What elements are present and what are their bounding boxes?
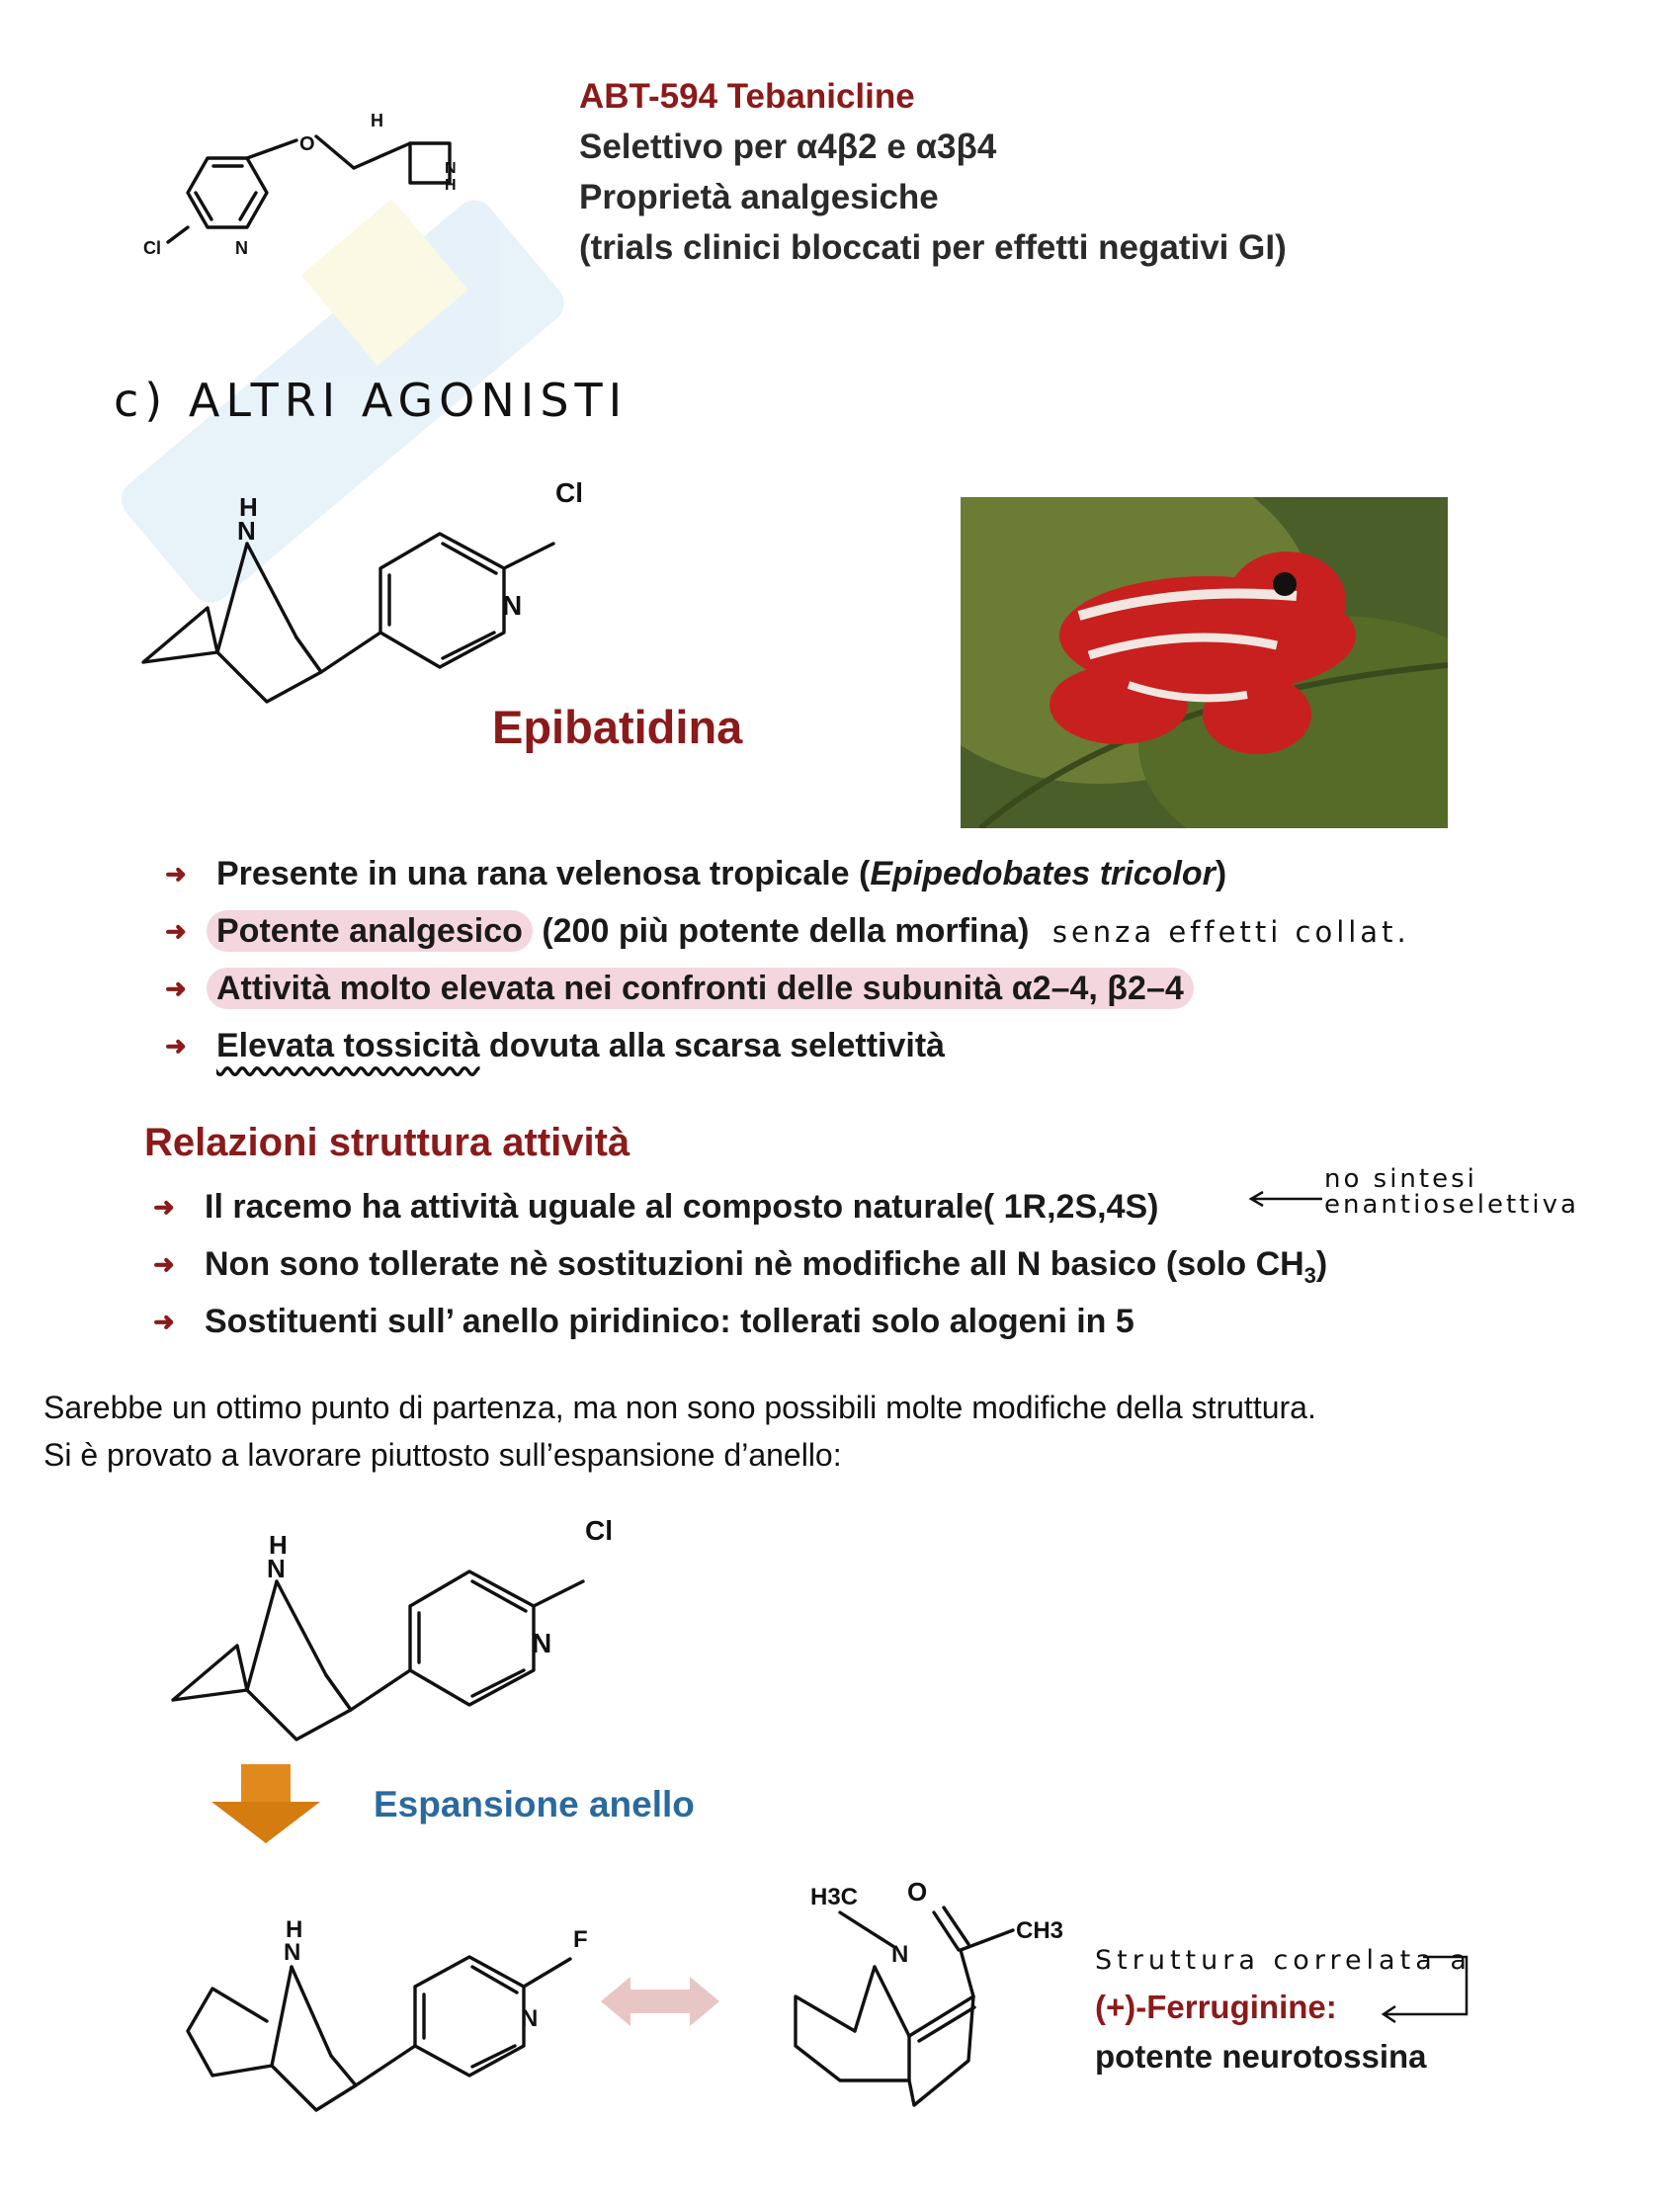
abt-h-label: H — [371, 111, 383, 130]
epibatidine-structure-2 — [158, 1515, 652, 1759]
ferruginine-structure — [781, 1873, 1097, 2130]
ferr-o-label: O — [907, 1877, 928, 1907]
ferruginine-note: Struttura correlata a — [1095, 1945, 1471, 1976]
epi-n-label: N — [237, 516, 256, 546]
epi-bullet-4: ➜ Elevata tossicità dovuta alla scarsa selettività — [216, 1017, 1410, 1074]
sar-bullet-2: ➜ Non sono tollerate nè sostituzioni nè modifiche all N basico (solo $CH_3$) — [205, 1235, 1327, 1293]
frog-illustration — [961, 497, 1448, 828]
abt-n2-label: N — [445, 160, 457, 177]
epi2-n-label: N — [267, 1554, 286, 1583]
abt594-title: ABT-594 Tebanicline — [579, 77, 915, 116]
bullet-arrow-icon: ➜ — [165, 859, 187, 889]
epi2-ring-n-label: N — [532, 1628, 552, 1658]
abt594-structure — [119, 99, 514, 277]
epi-cl-label: Cl — [555, 477, 583, 508]
epi-bullet-2: ➜ Potente analgesico (200 più potente della morfina) senza effetti collat. — [216, 902, 1410, 960]
exp-ring-n-label: N — [521, 2005, 539, 2032]
handwritten-note-sintesi: no sintesi enantioselettiva — [1324, 1164, 1579, 1220]
bullet-arrow-icon: ➜ — [153, 1192, 175, 1222]
ferr-n-label: N — [891, 1941, 909, 1968]
expanded-product-structure — [183, 1908, 598, 2135]
ferr-h3c-label: H3C — [810, 1884, 859, 1910]
handwritten-bracket-arrow-icon — [1364, 1955, 1482, 2024]
abt-cl-label: Cl — [143, 238, 161, 258]
abt-n-label: N — [235, 238, 248, 258]
exp-n-label: N — [284, 1939, 301, 1966]
epi-ring-n-label: N — [502, 590, 523, 621]
abt594-line1: Selettivo per α4β2 e α3β4 — [579, 127, 997, 166]
bullet-arrow-icon: ➜ — [165, 974, 187, 1003]
abt594-line3: (trials clinici bloccati per effetti negativi GI) — [579, 228, 1287, 267]
bullet-arrow-icon: ➜ — [153, 1307, 175, 1336]
section-heading: c) ALTRI AGONISTI — [114, 374, 629, 427]
epibatidine-name: Epibatidina — [492, 701, 743, 753]
abt-h2-label: H — [445, 177, 457, 194]
abt594-description — [579, 71, 1287, 273]
epi2-cl-label: Cl — [585, 1515, 613, 1546]
epibatidine-bullets — [165, 845, 1410, 1074]
handwritten-arrow-icon — [1247, 1189, 1326, 1209]
exp-h-label: H — [286, 1916, 303, 1943]
down-arrow-icon — [211, 1764, 320, 1843]
exp-f-label: F — [573, 1926, 588, 1953]
sar-bullet-1: ➜ Il racemo ha attività uguale al composto naturale( 1R,2S,4S) — [205, 1178, 1327, 1235]
epibatidine-structure — [128, 477, 623, 721]
bullet-arrow-icon: ➜ — [165, 1031, 187, 1060]
epi-h-label: H — [239, 492, 258, 522]
body-paragraph: Sarebbe un ottimo punto di partenza, ma non sono possibili molte modifiche della struttura. Si è provato a lavorare piuttosto sull’espansione d’anello: — [43, 1390, 1316, 1473]
ferruginine-name: (+)-Ferruginine: — [1095, 1989, 1337, 2025]
abt594-line2: Proprietà analgesiche — [579, 178, 939, 216]
epi2-h-label: H — [269, 1530, 288, 1560]
double-arrow-icon — [601, 1972, 719, 2031]
handwritten-note: senza effetti collat. — [1051, 915, 1410, 949]
ferruginine-desc: potente neurotossina — [1095, 2038, 1427, 2075]
sar-bullets — [153, 1178, 1328, 1350]
bullet-arrow-icon: ➜ — [153, 1249, 175, 1279]
abt-o-label: O — [299, 133, 315, 155]
ferr-ch3-label: CH3 — [1016, 1917, 1064, 1944]
sar-bullet-3: ➜ Sostituenti sull’ anello piridinico: tollerati solo alogeni in 5 — [205, 1293, 1327, 1350]
bullet-arrow-icon: ➜ — [165, 916, 187, 946]
expansion-label: Espansione anello — [374, 1784, 695, 1824]
epi-bullet-3: ➜ Attività molto elevata nei confronti delle subunità α2–4, β2–4 — [216, 960, 1410, 1017]
sar-title: Relazioni struttura attività — [144, 1121, 630, 1164]
epi-bullet-1: ➜ Presente in una rana velenosa tropicale (Epipedobates tricolor) — [216, 845, 1410, 902]
